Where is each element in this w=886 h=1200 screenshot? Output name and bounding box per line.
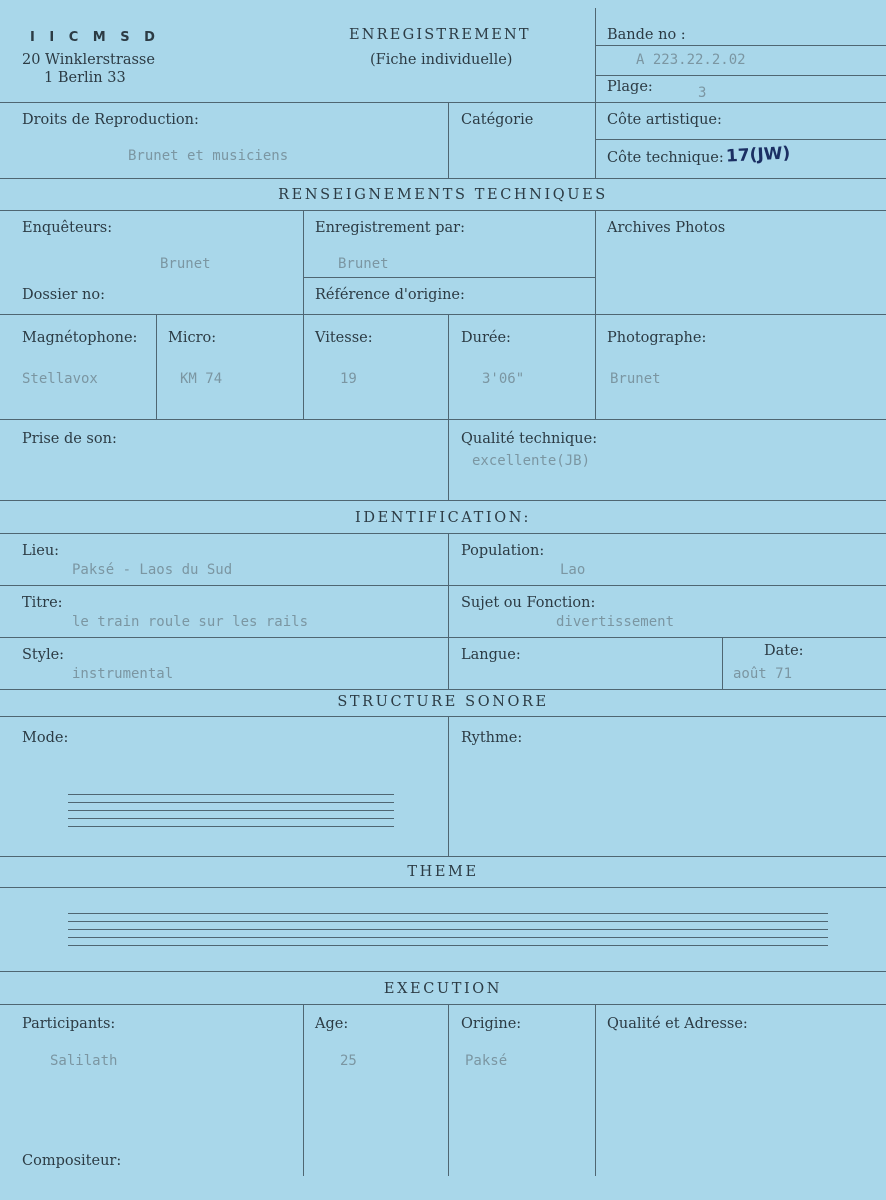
categorie-label: Catégorie bbox=[461, 112, 534, 128]
rule bbox=[0, 689, 886, 690]
section-identification-title: IDENTIFICATION: bbox=[355, 510, 531, 526]
langue-label: Langue: bbox=[461, 647, 521, 663]
lieu-label: Lieu: bbox=[22, 543, 60, 559]
rule bbox=[448, 716, 449, 856]
micro-label: Micro: bbox=[168, 330, 217, 346]
duree-label: Durée: bbox=[461, 330, 511, 346]
enregistrement-par-label: Enregistrement par: bbox=[315, 220, 465, 236]
cote-technique-handwritten: 17(JW) bbox=[725, 143, 791, 167]
form-subtitle: (Fiche individuelle) bbox=[370, 52, 513, 68]
reference-label: Référence d'origine: bbox=[315, 287, 465, 303]
vitesse-value: 19 bbox=[340, 371, 357, 387]
mode-label: Mode: bbox=[22, 730, 69, 746]
bande-label: Bande no : bbox=[607, 27, 686, 43]
micro-value: KM 74 bbox=[180, 371, 223, 387]
rule bbox=[303, 277, 595, 278]
rule bbox=[0, 971, 886, 972]
section-structure-title: STRUCTURE SONORE bbox=[337, 694, 549, 710]
age-value: 25 bbox=[340, 1053, 357, 1069]
rule bbox=[0, 210, 886, 211]
magnetophone-value: Stellavox bbox=[22, 371, 98, 387]
rule bbox=[0, 637, 886, 638]
origine-label: Origine: bbox=[461, 1016, 522, 1032]
rule bbox=[595, 210, 596, 419]
org-city: 1 Berlin 33 bbox=[44, 70, 126, 86]
section-theme-title: THEME bbox=[407, 864, 479, 880]
titre-value: le train roule sur les rails bbox=[72, 614, 309, 630]
cote-artistique-label: Côte artistique: bbox=[607, 112, 722, 128]
compositeur-label: Compositeur: bbox=[22, 1153, 122, 1169]
rule bbox=[0, 716, 886, 717]
rule bbox=[595, 139, 886, 140]
style-label: Style: bbox=[22, 647, 65, 663]
rule bbox=[595, 45, 886, 46]
participants-value: Salilath bbox=[50, 1053, 118, 1069]
rythme-label: Rythme: bbox=[461, 730, 523, 746]
rule bbox=[303, 1004, 304, 1176]
cote-technique-label: Côte technique: bbox=[607, 150, 724, 166]
date-label: Date: bbox=[764, 643, 804, 659]
plage-value: 3 bbox=[698, 85, 707, 101]
duree-value: 3'06" bbox=[482, 371, 525, 387]
enqueteurs-value: Brunet bbox=[160, 256, 211, 272]
rule bbox=[0, 500, 886, 501]
rule bbox=[0, 856, 886, 857]
rule bbox=[0, 419, 886, 420]
dossier-label: Dossier no: bbox=[22, 287, 105, 303]
magnetophone-label: Magnétophone: bbox=[22, 330, 138, 346]
rule bbox=[448, 533, 449, 689]
rule bbox=[722, 637, 723, 689]
rule bbox=[0, 887, 886, 888]
org-street: 20 Winklerstrasse bbox=[22, 52, 155, 68]
date-value: août 71 bbox=[733, 666, 793, 682]
archives-photos-label: Archives Photos bbox=[607, 220, 726, 236]
section-execution-title: EXECUTION bbox=[383, 981, 503, 997]
form-title: ENREGISTREMENT bbox=[349, 27, 531, 43]
rule bbox=[0, 533, 886, 534]
qualite-technique-value: excellente(JB) bbox=[472, 453, 591, 469]
sujet-value: divertissement bbox=[556, 614, 675, 630]
rule bbox=[0, 314, 886, 315]
photographe-value: Brunet bbox=[610, 371, 661, 387]
rule bbox=[0, 102, 886, 103]
plage-label: Plage: bbox=[607, 79, 653, 95]
enregistrement-par-value: Brunet bbox=[338, 256, 389, 272]
rule bbox=[0, 585, 886, 586]
rule bbox=[448, 314, 449, 500]
titre-label: Titre: bbox=[22, 595, 63, 611]
qualite-technique-label: Qualité technique: bbox=[461, 431, 598, 447]
droits-label: Droits de Reproduction: bbox=[22, 112, 199, 128]
rule bbox=[0, 178, 886, 179]
rule bbox=[303, 210, 304, 419]
rule bbox=[156, 314, 157, 419]
bande-value: A 223.22.2.02 bbox=[636, 52, 746, 68]
droits-value: Brunet et musiciens bbox=[128, 148, 289, 164]
rule bbox=[595, 75, 886, 76]
rule bbox=[448, 102, 449, 178]
org-name: I I C M S D bbox=[30, 30, 160, 45]
section-tech-title: RENSEIGNEMENTS TECHNIQUES bbox=[278, 187, 608, 203]
population-value: Lao bbox=[560, 562, 586, 578]
qualite-adresse-label: Qualité et Adresse: bbox=[607, 1016, 748, 1032]
rule bbox=[595, 8, 596, 178]
rule bbox=[448, 1004, 449, 1176]
prise-de-son-label: Prise de son: bbox=[22, 431, 117, 447]
rule bbox=[0, 1004, 886, 1005]
photographe-label: Photographe: bbox=[607, 330, 707, 346]
rule bbox=[595, 1004, 596, 1176]
participants-label: Participants: bbox=[22, 1016, 116, 1032]
vitesse-label: Vitesse: bbox=[315, 330, 373, 346]
origine-value: Paksé bbox=[465, 1053, 508, 1069]
age-label: Age: bbox=[315, 1016, 349, 1032]
population-label: Population: bbox=[461, 543, 545, 559]
sujet-label: Sujet ou Fonction: bbox=[461, 595, 596, 611]
enqueteurs-label: Enquêteurs: bbox=[22, 220, 113, 236]
lieu-value: Paksé - Laos du Sud bbox=[72, 562, 233, 578]
style-value: instrumental bbox=[72, 666, 174, 682]
